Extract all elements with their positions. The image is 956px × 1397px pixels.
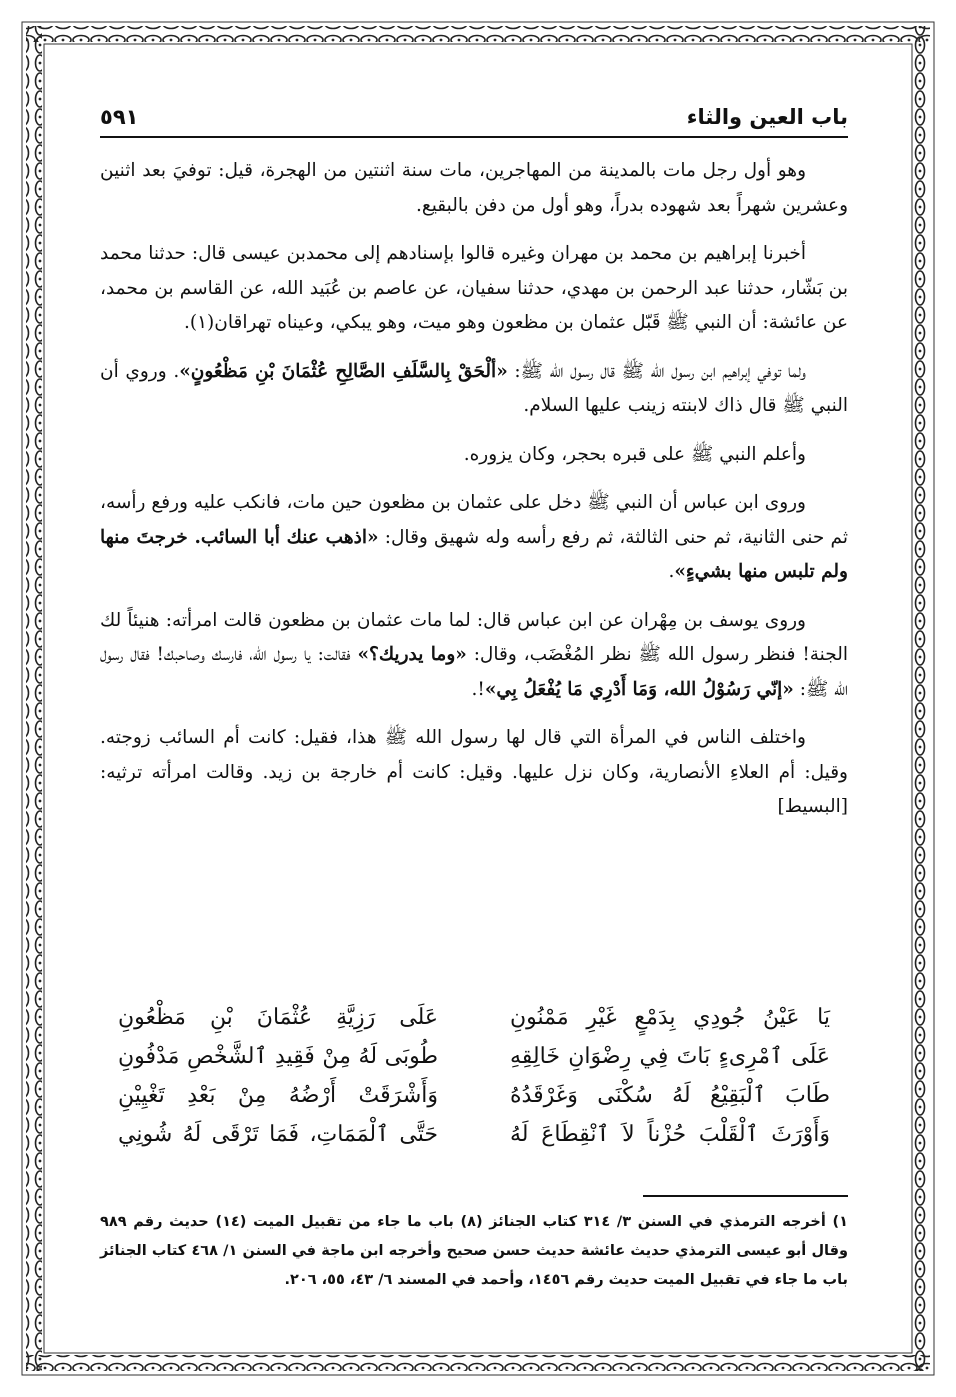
poem-verse (118, 1115, 830, 1154)
running-header (100, 98, 848, 138)
hadith-quote: «اذهب عنك أبا السائب. خرجتَ منها ولم تلبس منها بشيءٍ» (100, 526, 848, 582)
paragraph-text: . (668, 561, 675, 582)
verse-second-half: عَلَى رَزِيَّةِ عُثْمَانَ بْنِ مَظْعُونِ (118, 1005, 438, 1030)
paragraph-text: وروى ابن عباس أن النبي ﷺ دخل على عثمان بن مظعون حين مات، فانكب عليه ورفع رأسه، ثم حنى الثانية، ثم حنى الثالثة، ثم رفع رأسه وله شهيق وقال: (100, 492, 848, 548)
paragraph-text: فقالت: يا رسول الله، فارسك وصاحبك! فقال رسول الله ﷺ: (100, 644, 848, 700)
paragraph: وهو أول رجل مات بالمدينة من المهاجرين، مات سنة اثنتين من الهجرة، قيل: توفيَ بعد اثنين وعشرين شهراً بعد شهوده بدراً، وهو أول من دفن بالبقيع. (100, 160, 848, 216)
verse-second-half: حَتَّى ٱلْمَمَاتِ، فَمَا تَرْقَى لَهُ شُونِي (118, 1122, 438, 1147)
hadith-quote: «إنّي رَسُوْلُ الله، وَمَا أَدْرِي مَا يُفْعَلُ بِي» (484, 678, 794, 700)
page-number: ٥٩١ (100, 105, 139, 129)
poem-verse (118, 1076, 830, 1115)
paragraph-text: . وروي أن النبي ﷺ قال ذاك لابنته زينب عليها السلام. (100, 360, 848, 416)
verse-first-half: يَا عَيْنُ جُودِي بِدَمْعٍ غَيْرِ مَمْنُونِ (510, 1005, 830, 1030)
verse-first-half: وَأَوْرَثَ ٱلْقَلْبَ حُزْناً لاَ ٱنْقِطَاعَ لَهُ (510, 1122, 830, 1147)
poem (118, 998, 830, 1154)
paragraph-text: وروى يوسف بن مِهْران عن ابن عباس قال: لما مات عثمان بن مظعون قالت امرأته: هنيئاً لك الجنة! فنظر رسول الله ﷺ نظر المُغْضَب، وقال: (100, 609, 848, 665)
footnotes (100, 1208, 848, 1295)
paragraph (100, 604, 848, 708)
footnote-divider (643, 1195, 848, 1197)
paragraph: أخبرنا إبراهيم بن محمد بن مهران وغيره قالوا بإسنادهم إلى محمدبن عيسى قال: حدثنا محمد بن بَشّار، حدثنا عبد الرحمن بن مهدي، حدثنا سفيان، عن عاصم بن عُبَيد الله، عن القاسم بن محمد، عن عائشة: أن النبي ﷺ قَبّل عثمان بن مظعون وهو ميت، وهو يبكي، وعيناه تهراقان(١). (100, 243, 848, 333)
verse-second-half: وَأَشْرَقَتْ أَرْضُهُ مِنْ بَعْدِ تَغْيِيْنِ (118, 1083, 438, 1108)
chapter-title: باب العين والثاء (686, 105, 848, 129)
paragraph-text: !. (471, 678, 485, 700)
verse-first-half: طَابَ ٱلْبَقِيْعُ لَهُ سُكْنَى وَغَرْقَدُهُ (510, 1083, 830, 1108)
poem-verse (118, 1037, 830, 1076)
paragraph (100, 486, 848, 590)
paragraph-text: ولما توفي إبراهيم ابن رسول الله ﷺ قال رسول الله ﷺ: (507, 360, 806, 382)
paragraph: وأعلم النبي ﷺ على قبره بحجر، وكان يزوره. (463, 443, 806, 465)
verse-first-half: عَلَى ٱمْرِىءٍ بَاتَ فِي رِضْوَانِ خَالِقِهِ (510, 1044, 830, 1069)
paragraph: واختلف الناس في المرأة التي قال لها رسول الله ﷺ هذا، فقيل: كانت أم السائب زوجته. وقيل: أم العلاءِ الأنصارية، وكان نزل عليها. وقيل: كانت أم خارجة بن زيد. وقالت امرأته ترثيه: [البسيط] (100, 727, 848, 817)
poem-verse (118, 998, 830, 1037)
footnote: ١) أخرجه الترمذي في السنن ٣/ ٣١٤ كتاب الجنائز (٨) باب ما جاء من تقبيل الميت (١٤) حديث رقم ٩٨٩ وقال أبو عيسى الترمذي حديث عائشة حديث حسن صحيح وأخرجه ابن ماجة في السنن ١/ ٤٦٨ كتاب الجنائز باب ما جاء في تقبيل الميت حديث رقم ١٤٥٦، وأحمد في المسند ٦/ ٤٣، ٥٥، ٢٠٦. (100, 1214, 848, 1288)
hadith-quote: «ألْحَقْ بِالسَّلَفِ الصَّالِحِ عُثْمَانَ بْنِ مَظْعُونٍ» (179, 360, 508, 382)
page-content (100, 92, 848, 1352)
verse-second-half: طُوبَى لَهُ مِنْ فَقِيدِ ٱلشَّخْصِ مَدْفُونِ (118, 1044, 438, 1069)
hadith-quote: «وما يدريك؟» (357, 644, 467, 665)
main-text (100, 154, 848, 831)
paragraph (100, 355, 848, 424)
